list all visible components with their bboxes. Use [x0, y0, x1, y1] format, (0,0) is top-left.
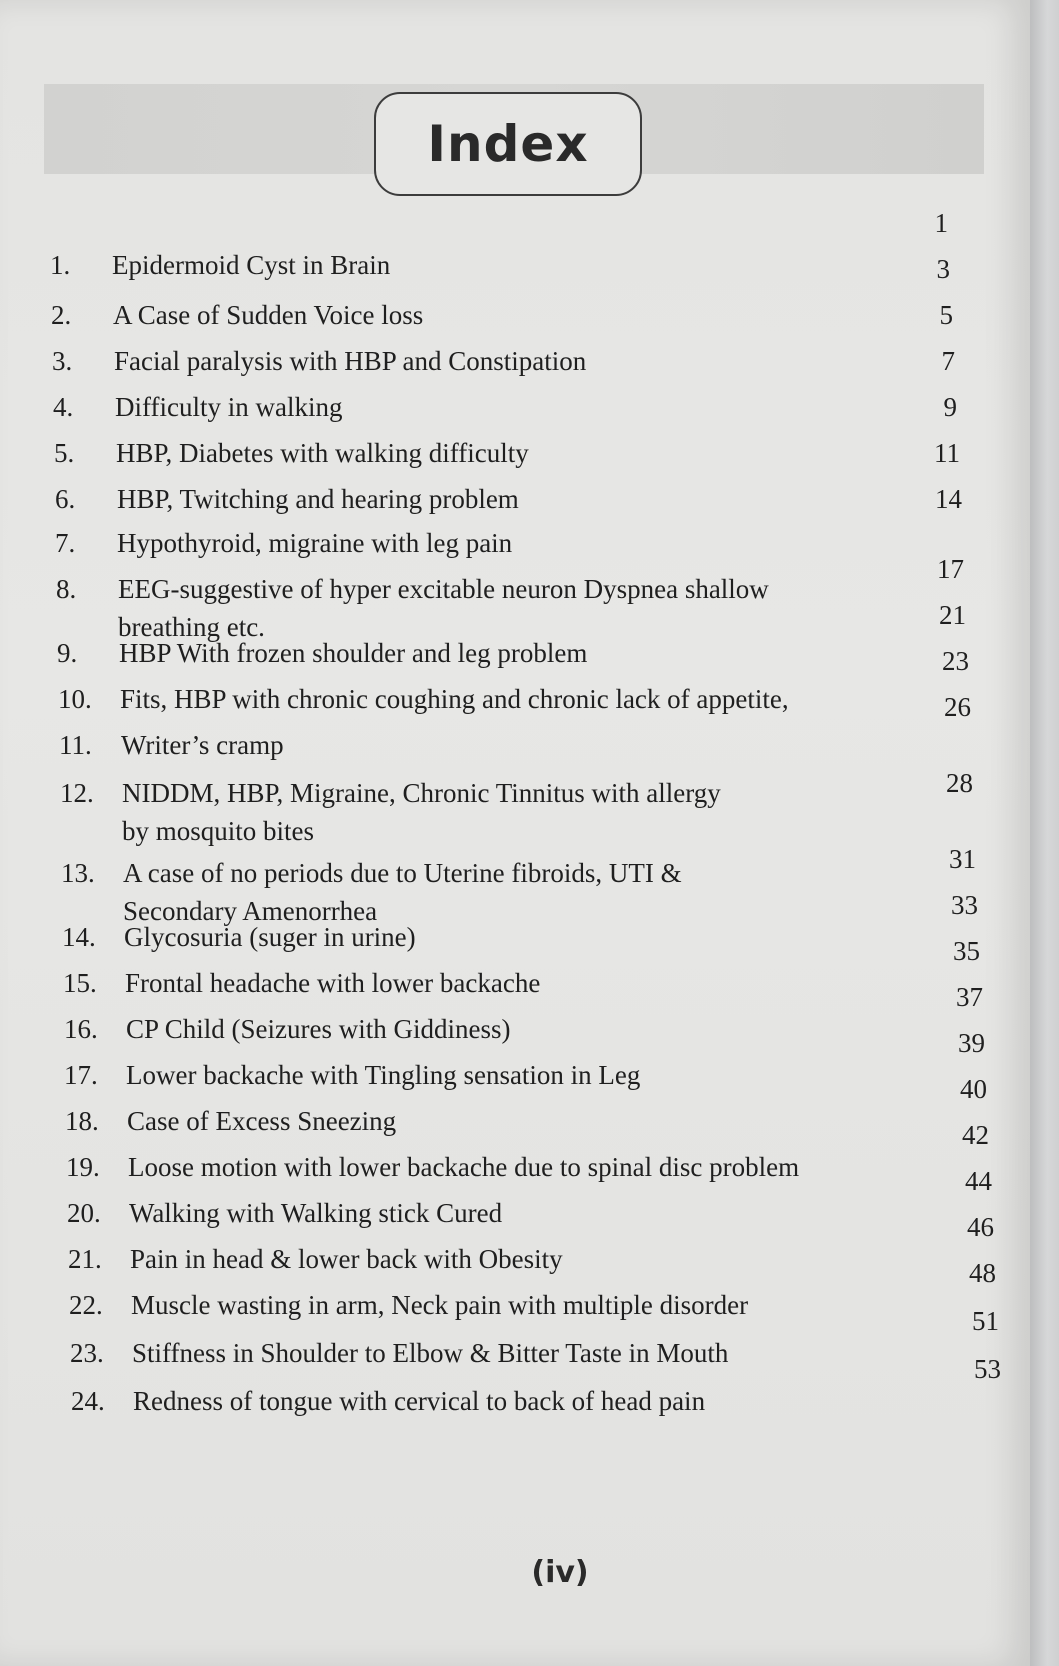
toc-entry-number: 1.	[50, 250, 71, 280]
toc-entry-page: 3	[936, 254, 950, 284]
toc-entry-title-continued: by mosquito bites	[122, 816, 315, 846]
toc-entry-number: 19.	[66, 1152, 100, 1182]
toc-entry-title: Difficulty in walking	[115, 392, 343, 422]
page-number-folio: (iv)	[531, 1555, 589, 1590]
toc-entry-number: 23.	[70, 1338, 104, 1368]
toc-entry-title: Redness of tongue with cervical to back of head pain	[133, 1386, 706, 1416]
toc-entry-title: Muscle wasting in arm, Neck pain with multiple disorder	[131, 1290, 749, 1320]
toc-entry-number: 24.	[71, 1386, 105, 1416]
toc-entry-title: Fits, HBP with chronic coughing and chronic lack of appetite,	[120, 684, 789, 714]
toc-entry-page: 31	[949, 844, 976, 874]
toc-entry-number: 3.	[52, 346, 73, 376]
toc-entry-number: 13.	[61, 858, 95, 888]
toc-entry-page: 9	[943, 392, 957, 422]
toc-entry-page: 46	[967, 1212, 994, 1242]
toc-entry-title: Case of Excess Sneezing	[127, 1106, 397, 1136]
toc-entry-title: Walking with Walking stick Cured	[129, 1198, 503, 1228]
toc-entry-number: 10.	[58, 684, 92, 714]
toc-entry-title: HBP, Diabetes with walking difficulty	[116, 438, 529, 468]
toc-entry-title-continued: breathing etc.	[118, 612, 265, 642]
toc-entry-number: 2.	[51, 300, 72, 330]
toc-entry-page: 17	[937, 554, 964, 584]
toc-entry-title: Loose motion with lower backache due to spinal disc problem	[128, 1152, 800, 1182]
toc-entry-number: 22.	[69, 1290, 103, 1320]
toc-entry-title: A Case of Sudden Voice loss	[113, 300, 424, 330]
toc-entry-number: 15.	[63, 968, 97, 998]
toc-entry-page: 42	[962, 1120, 989, 1150]
toc-entry-title: HBP, Twitching and hearing problem	[117, 484, 519, 514]
toc-entry-page: 11	[934, 438, 960, 468]
toc-entry-title: Hypothyroid, migraine with leg pain	[117, 528, 513, 558]
page-edge-shadow	[1030, 0, 1059, 1666]
toc-entry-title: Glycosuria (suger in urine)	[124, 922, 416, 952]
toc-entry-number: 8.	[56, 574, 77, 604]
toc-entry-title: EEG-suggestive of hyper excitable neuron Dyspnea shallow	[118, 574, 769, 604]
toc-entry-page: 14	[935, 484, 962, 514]
toc-entry-page: 35	[953, 936, 980, 966]
toc-entry-number: 5.	[54, 438, 75, 468]
toc-entry-page: 44	[965, 1166, 992, 1196]
toc-entry-page: 7	[941, 346, 955, 376]
toc-entry-number: 4.	[53, 392, 74, 422]
toc-entry-page: 21	[939, 600, 966, 630]
toc-entry-title: Frontal headache with lower backache	[125, 968, 541, 998]
toc-entry-title: Epidermoid Cyst in Brain	[112, 250, 391, 280]
toc-entry-number: 17.	[64, 1060, 98, 1090]
toc-entry-number: 12.	[60, 778, 94, 808]
toc-entry-number: 21.	[68, 1244, 102, 1274]
toc-entry-number: 11.	[59, 730, 92, 760]
toc-entry-page: 23	[942, 646, 969, 676]
toc-entry-title: Lower backache with Tingling sensation in Leg	[126, 1060, 641, 1090]
toc-entry-page: 51	[972, 1306, 999, 1336]
toc-entry-number: 6.	[55, 484, 76, 514]
toc-entry-title: Writer’s cramp	[121, 730, 284, 760]
page-title: Index	[427, 115, 589, 173]
toc-entry-title: Facial paralysis with HBP and Constipation	[114, 346, 587, 376]
toc-entry-title: A case of no periods due to Uterine fibroids, UTI &	[123, 858, 682, 888]
toc-entry-page: 53	[974, 1354, 1001, 1384]
toc-entry-title: CP Child (Seizures with Giddiness)	[126, 1014, 511, 1044]
toc-entry-number: 16.	[64, 1014, 98, 1044]
toc-entry-number: 18.	[65, 1106, 99, 1136]
toc-entry-page: 33	[951, 890, 978, 920]
toc-entry-page: 40	[960, 1074, 987, 1104]
toc-entry-number: 20.	[67, 1198, 101, 1228]
toc-entry-page: 26	[944, 692, 971, 722]
toc-entry-title: Pain in head & lower back with Obesity	[130, 1244, 563, 1274]
toc-entry-number: 14.	[62, 922, 96, 952]
toc-entry-page: 1	[934, 208, 948, 238]
toc-entry-title: HBP With frozen shoulder and leg problem	[119, 638, 588, 668]
toc-entry-title: NIDDM, HBP, Migraine, Chronic Tinnitus with allergy	[122, 778, 721, 808]
toc-entry-page: 37	[956, 982, 983, 1012]
toc-entry-page: 48	[969, 1258, 996, 1288]
toc-entry-page: 28	[946, 768, 973, 798]
toc-entry-page: 5	[939, 300, 953, 330]
toc-entry-title-continued: Secondary Amenorrhea	[123, 896, 378, 926]
toc-entry-title: Stiffness in Shoulder to Elbow & Bitter Taste in Mouth	[132, 1338, 729, 1368]
toc-entry-page: 39	[958, 1028, 985, 1058]
toc-entry-number: 7.	[55, 528, 76, 558]
toc-entry-number: 9.	[57, 638, 78, 668]
